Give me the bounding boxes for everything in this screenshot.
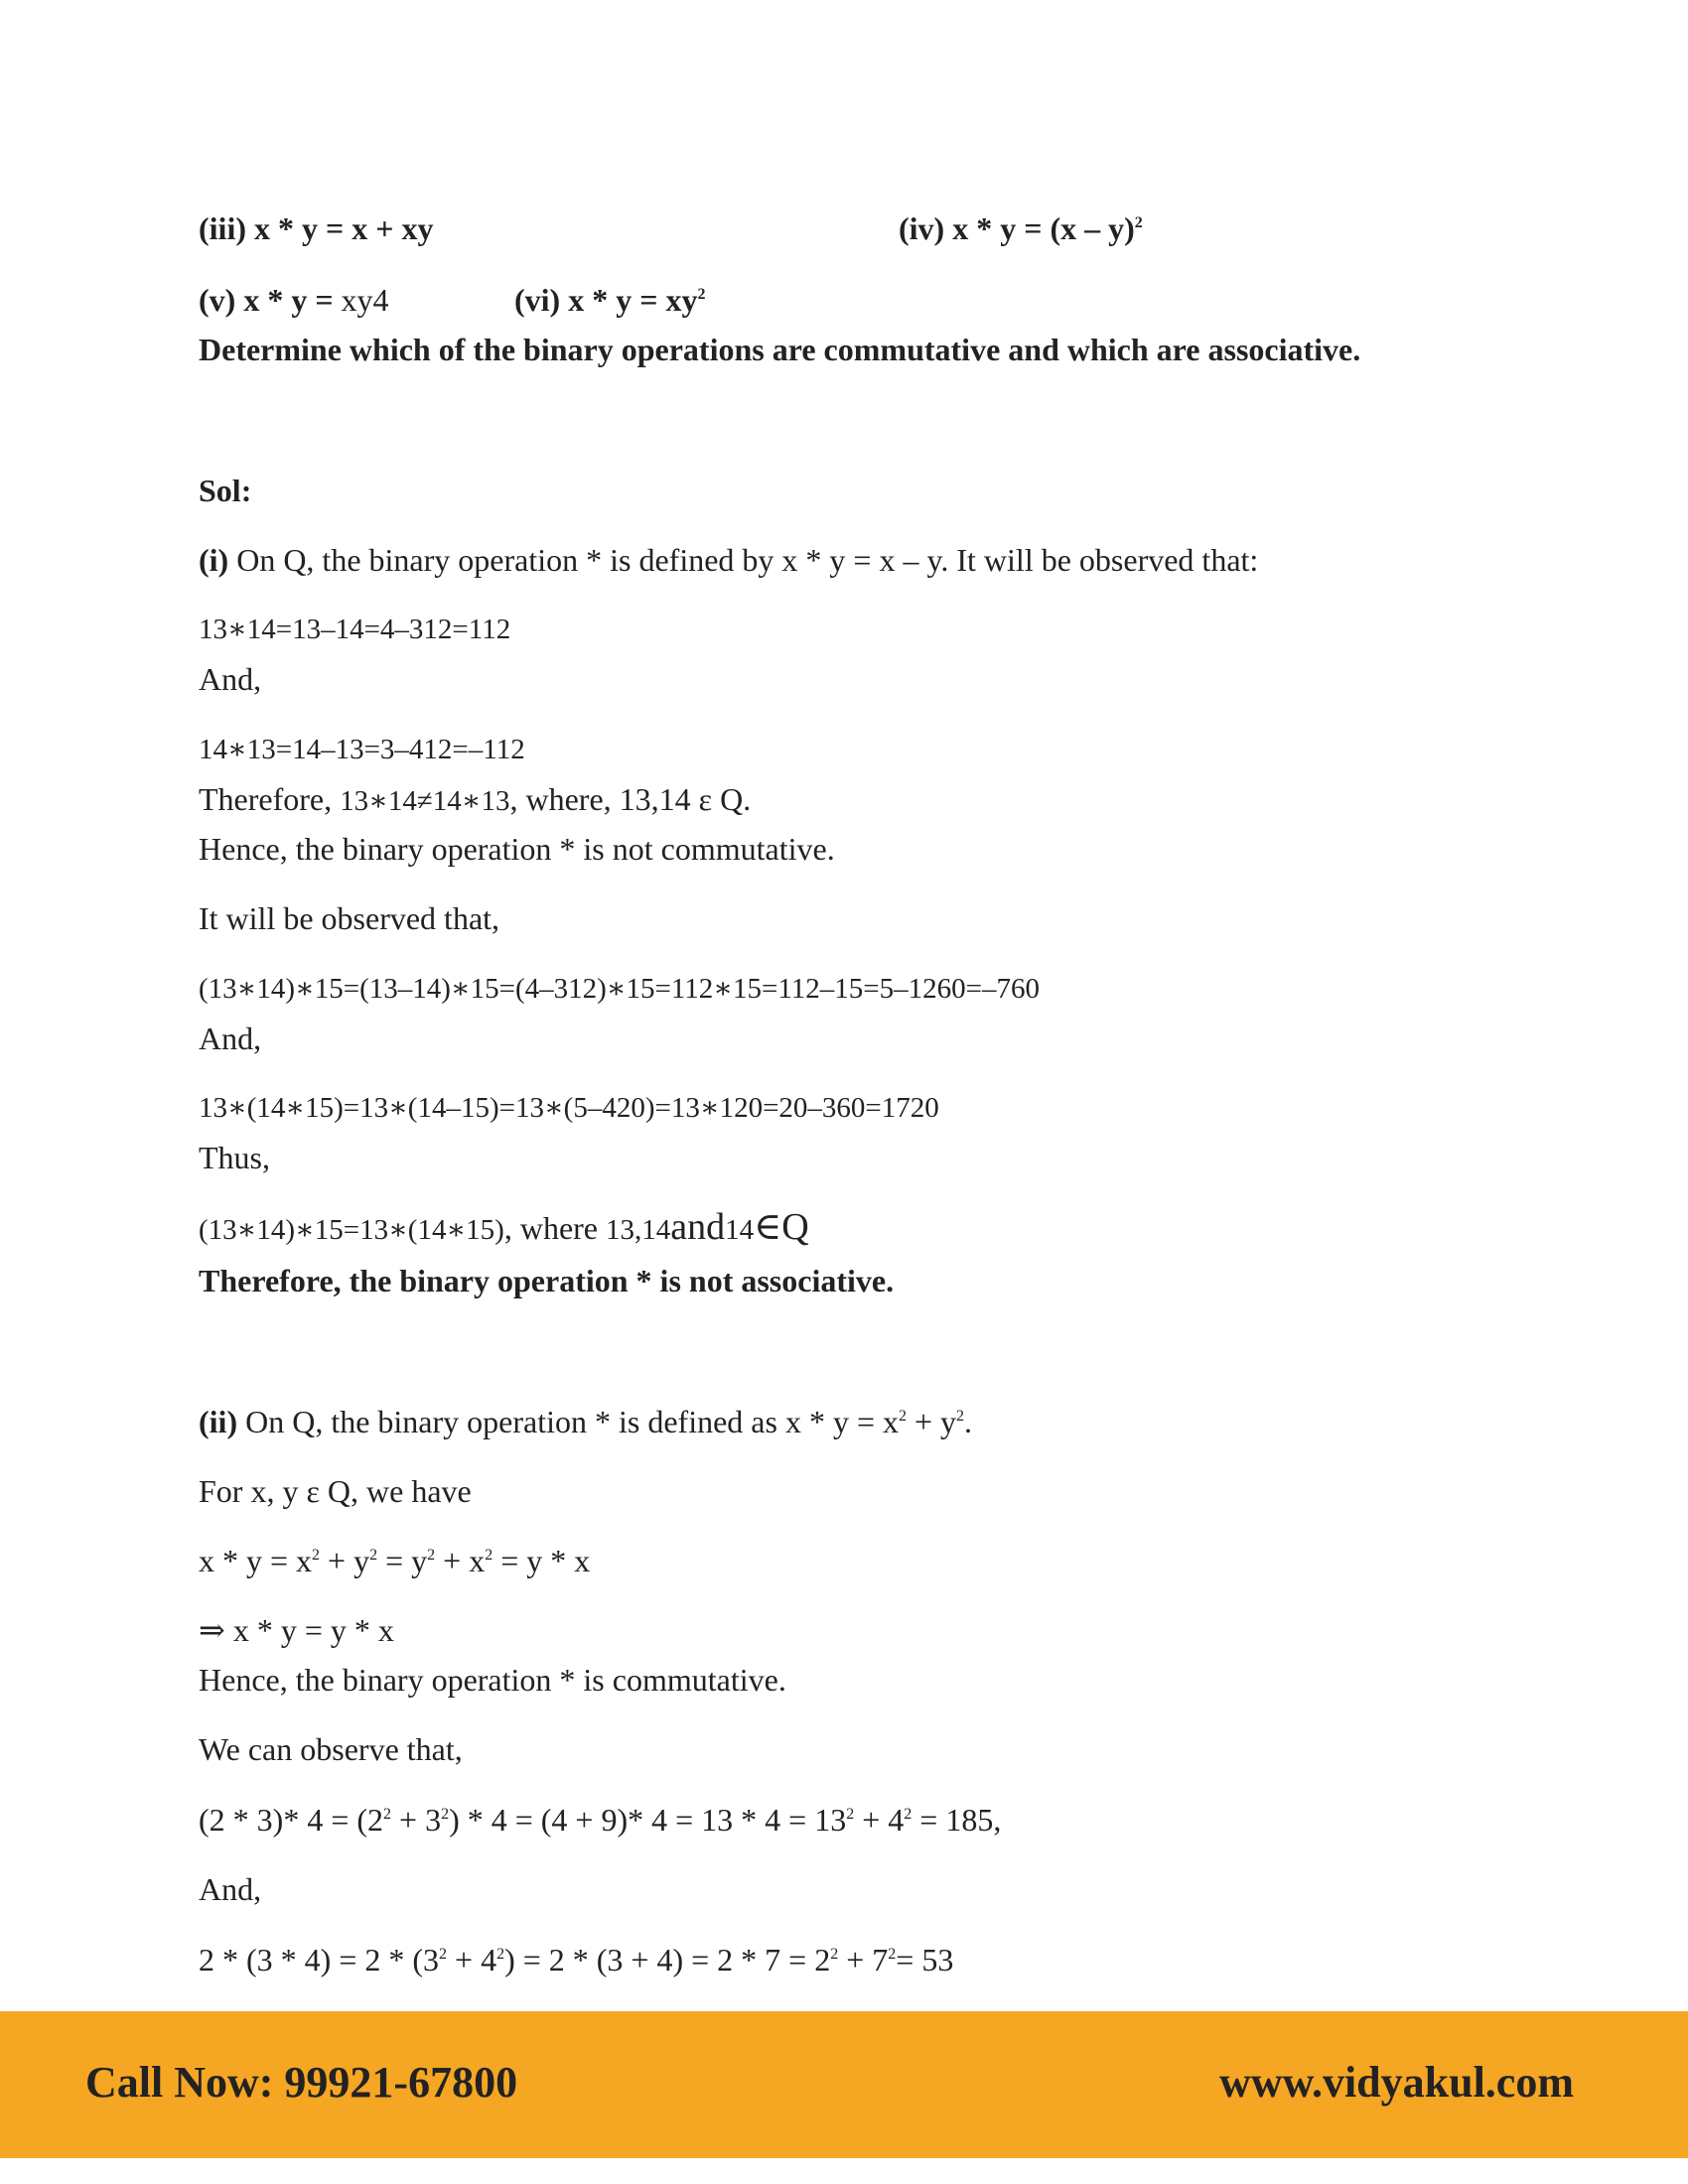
part-i-eq5: (13∗14)∗15=13∗(14∗15), where 13,14and14∈Q <box>199 1206 809 1248</box>
part-ii-eq3: $2 * (3 * 4) = 2 * (3^2 + 4^2) = 2 * (3 + 4) = 2 * 7 = 2^2 + 7^2= 53$ <box>199 1942 954 1978</box>
website-link[interactable]: www.vidyakul.com <box>1219 2058 1574 2107</box>
part-ii-eq1: $x * y = x^2 + y^2 = y^2 + x^2 = y * x$ <box>199 1543 591 1578</box>
part-ii-for-xy: For x, y ε Q, we have <box>199 1473 472 1509</box>
solution-label: Sol: <box>199 473 252 508</box>
operation-v: (v) x * y = xy4 <box>199 282 389 318</box>
part-ii-eq2: (2 * 3)* $4 = (2^2 + 3^2) * 4 = (4 + 9)*$ $4 = 13 * 4 = 13^2 + 4^2 = 185$, <box>199 1802 1002 1838</box>
part-i-eq3: (13∗14)∗15=(13–14)∗15=(4–312)∗15=112∗15=112–15=5–1260=–760 <box>199 973 1040 1005</box>
call-now-text[interactable]: Call Now: 99921-67800 <box>85 2058 518 2107</box>
part-i-observe: It will be observed that, <box>199 900 500 936</box>
part-ii-and: And, <box>199 1871 262 1907</box>
part-i-and1: And, <box>199 661 262 697</box>
part-i-eq1: 13∗14=13–14=4–312=112 <box>199 614 511 645</box>
part-ii-observe: We can observe that, <box>199 1731 463 1767</box>
part-ii-commutative: Hence, the binary operation * is commutative. <box>199 1662 786 1698</box>
operation-iv: (iv) x * y = (x – y)$^2$ <box>899 210 1143 246</box>
part-i-thus: Thus, <box>199 1140 270 1175</box>
question-instruction: Determine which of the binary operations are commutative and which are associative. <box>199 332 1361 367</box>
operation-vi: (vi) $x * y = xy^2$ <box>514 282 706 318</box>
part-i-eq4: 13∗(14∗15)=13∗(14–15)=13∗(5–420)=13∗120=20–360=1720 <box>199 1092 939 1124</box>
part-ii-intro: (ii) On Q, the binary operation * is defined as $x * y = x^2 + y^2$. <box>199 1404 973 1439</box>
part-ii-implies: ⇒ x * y = y * x <box>199 1612 394 1648</box>
operation-iii: (iii) x * y = x + xy <box>199 210 434 246</box>
part-i-intro: (i) On Q, the binary operation * is defined by x * y = x – y. It will be observed that: <box>199 542 1259 578</box>
part-i-not-commutative: Hence, the binary operation * is not commutative. <box>199 831 835 867</box>
part-i-not-associative: Therefore, the binary operation * is not associative. <box>199 1263 895 1298</box>
part-i-and2: And, <box>199 1021 262 1056</box>
part-i-eq2: 14∗13=14–13=3–412=–112 <box>199 734 525 765</box>
footer-banner <box>0 2011 1688 2158</box>
part-i-therefore: Therefore, 13∗14≠14∗13, where, 13,14 ε Q. <box>199 781 752 817</box>
